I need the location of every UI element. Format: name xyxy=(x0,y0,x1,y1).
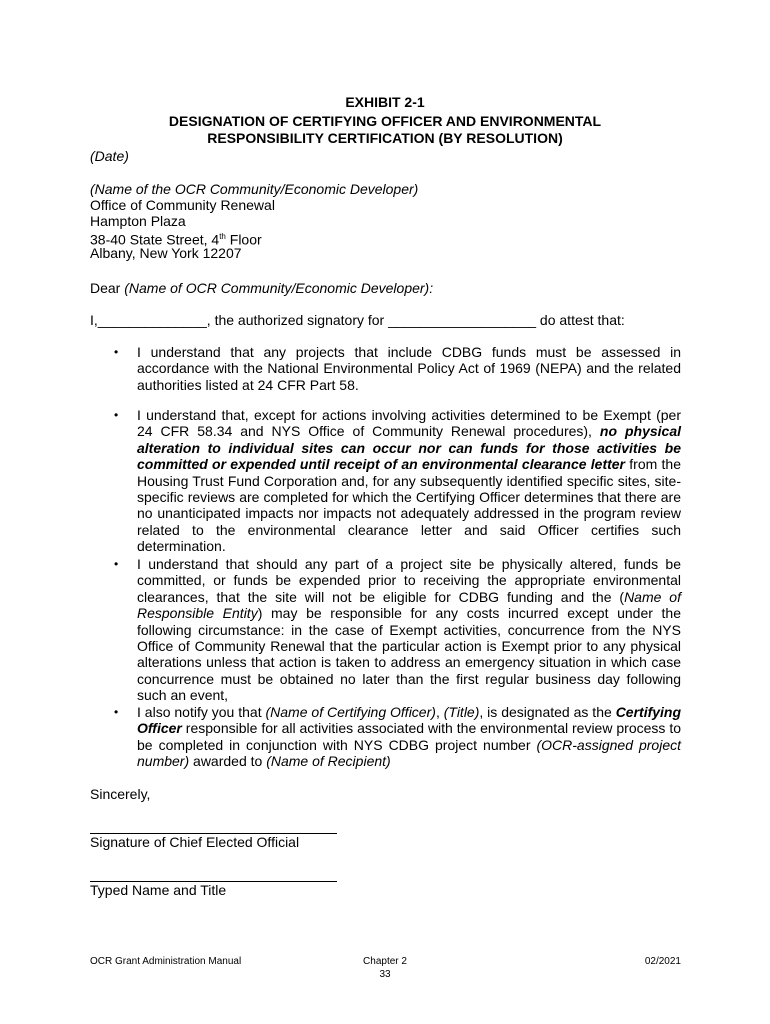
bullet-item-eligibility xyxy=(137,556,681,704)
b4-certifying-officer: Certifying Officer xyxy=(137,704,682,737)
b4-recipient-placeholder: (Name of Recipient) xyxy=(266,753,391,770)
street-text: 38-40 State Street, 4 xyxy=(90,231,220,248)
document-title-line-1: DESIGNATION OF CERTIFYING OFFICER AND ENVIRONMENTAL xyxy=(168,113,602,129)
bullet-icon: • xyxy=(114,408,119,422)
b4-title-placeholder: (Title) xyxy=(443,704,480,720)
b3-text-2: ) may be responsible for any costs incurred except under the following circumstance: in the case of Exempt activities, concurrence from the NYS Office of Community Renewal that the particular action is Exempt prior to any physical alterations unless that action is taken to address an emergency situation in which case concurrence must be obtained no later than the first regular business day following such an event, xyxy=(137,605,681,704)
address-city: Albany, New York 12207 xyxy=(90,245,242,261)
b4-text-2: , xyxy=(435,704,444,720)
bullet-item-physical-alteration xyxy=(137,407,681,555)
b2-text-2: from the Housing Trust Fund Corporation and, for any subsequently identified specific sites, site-specific reviews are completed for which the Certifying Officer determines that there are no unanticipated impacts nor impacts not adequately addressed in the program review related to the environmental clearance letter and said Officer certifies such determination. xyxy=(137,456,681,555)
exhibit-heading: EXHIBIT 2-1 xyxy=(345,94,425,110)
b4-text-1: I also notify you that xyxy=(137,704,266,720)
b2-text-1: I understand that, except for actions involving activities determined to be Exempt (per 24 CFR 58.34 and NYS Office of Community Renewal procedures), xyxy=(137,407,681,440)
salutation-prefix: Dear xyxy=(90,280,125,296)
b4-text-3: , is designated as the xyxy=(479,704,616,720)
b4-text-5: awarded to xyxy=(189,753,267,770)
b3-entity-placeholder: Name of Responsible Entity xyxy=(137,588,681,622)
bullet-item-certifying-officer xyxy=(137,704,681,770)
bullet-icon: • xyxy=(114,557,119,571)
b4-text-4: responsible for all activities associated with the environmental review process to be completed in conjunction with NYS CDBG project number xyxy=(137,720,681,753)
b3-text-1: I understand that should any part of a project site be physically altered, funds be committed, or funds be expended prior to receiving the appropriate environmental clearances, that the site will not be eligible for CDBG funding and the ( xyxy=(137,556,681,605)
bullet-icon: • xyxy=(114,345,119,359)
footer-page-number: 33 xyxy=(379,969,391,980)
b4-project-number-placeholder: (OCR-assigned project number) xyxy=(137,736,681,770)
street-suffix: Floor xyxy=(225,231,262,248)
footer-manual-name: OCR Grant Administration Manual xyxy=(90,956,242,967)
address-building: Hampton Plaza xyxy=(90,213,186,229)
salutation xyxy=(90,280,433,296)
signature-label: Signature of Chief Elected Official xyxy=(90,834,300,850)
b2-emphasis: no physical alteration to individual sites can occur nor can funds for those activities be committed or expended until receipt of an environmental clearance letter xyxy=(137,423,681,473)
bullet-icon: • xyxy=(114,705,119,719)
bullet-item-nepa: I understand that any projects that include CDBG funds must be assessed in accordance with the National Environmental Policy Act of 1969 (NEPA) and the related authorities listed at 24 CFR Part 58. xyxy=(137,344,681,393)
document-title-line-2: RESPONSIBILITY CERTIFICATION (BY RESOLUTION) xyxy=(207,130,563,146)
b4-officer-placeholder: (Name of Certifying Officer) xyxy=(265,704,436,720)
typed-name-label: Typed Name and Title xyxy=(90,882,227,898)
date-placeholder: (Date) xyxy=(90,148,129,164)
salutation-name: (Name of OCR Community/Economic Developer): xyxy=(124,280,434,296)
footer-date: 02/2021 xyxy=(644,956,681,967)
street-superscript: th xyxy=(219,232,226,241)
attest-line: I,______________, the authorized signatory for ___________________ do attest that: xyxy=(90,312,625,328)
address-office: Office of Community Renewal xyxy=(90,197,275,213)
recipient-name-placeholder: (Name of the OCR Community/Economic Developer) xyxy=(90,181,419,197)
closing: Sincerely, xyxy=(90,786,151,802)
footer-chapter: Chapter 2 xyxy=(363,956,407,967)
